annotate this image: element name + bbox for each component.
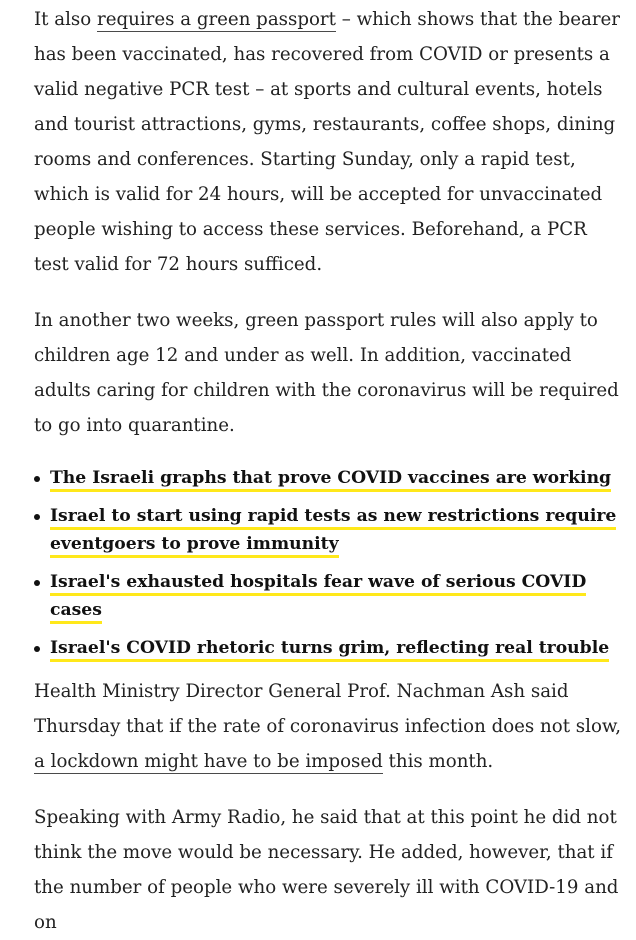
bullet-icon [34, 580, 40, 586]
related-link[interactable]: Israel's COVID rhetoric turns grim, reflecting real trouble [50, 638, 609, 662]
related-link-item [34, 464, 622, 492]
related-link-item [34, 568, 622, 624]
related-link-item [34, 502, 622, 558]
lockdown-link[interactable]: a lockdown might have to be imposed [34, 751, 383, 772]
paragraph-lockdown [34, 674, 622, 779]
related-link[interactable]: The Israeli graphs that prove COVID vaccines are working [50, 468, 611, 492]
related-link[interactable]: Israel to start using rapid tests as new restrictions require eventgoers to prove immunity [50, 506, 616, 558]
paragraph-green-passport [34, 2, 622, 282]
bullet-icon [34, 646, 40, 652]
related-link[interactable]: Israel's exhausted hospitals fear wave of serious COVID cases [50, 572, 586, 624]
paragraph-text: It also [34, 9, 97, 30]
paragraph-text: Health Ministry Director General Prof. Nachman Ash said Thursday that if the rate of coronavirus infection does not slow, [34, 681, 622, 737]
paragraph-army-radio [34, 800, 622, 940]
related-links-list [34, 464, 622, 662]
paragraph-text: In another two weeks, green passport rules will also apply to children age 12 and under as well. In addition, vaccinated adults caring for children with the coronavirus will be required to go into quarantine. [34, 310, 619, 436]
green-passport-link[interactable]: requires a green passport [97, 9, 336, 30]
paragraph-children-rules [34, 303, 622, 443]
paragraph-text: – which shows that the bearer has been vaccinated, has recovered from COVID or presents a valid negative PCR test – at sports and cultural events, hotels and tourist attractions, gyms, restaurants, coffee shops, dining rooms and conferences. Starting Sunday, only a rapid test, which is valid for 24 hours, will be accepted for unvaccinated people wishing to access these services. Beforehand, a PCR test valid for 72 hours sufficed. [34, 9, 620, 275]
bullet-icon [34, 514, 40, 520]
paragraph-text: Speaking with Army Radio, he said that at this point he did not think the move would be necessary. He added, however, that if the number of people who were severely ill with COVID-19 and on [34, 807, 619, 933]
bullet-icon [34, 476, 40, 482]
paragraph-text: this month. [382, 751, 494, 772]
related-link-item [34, 634, 622, 662]
